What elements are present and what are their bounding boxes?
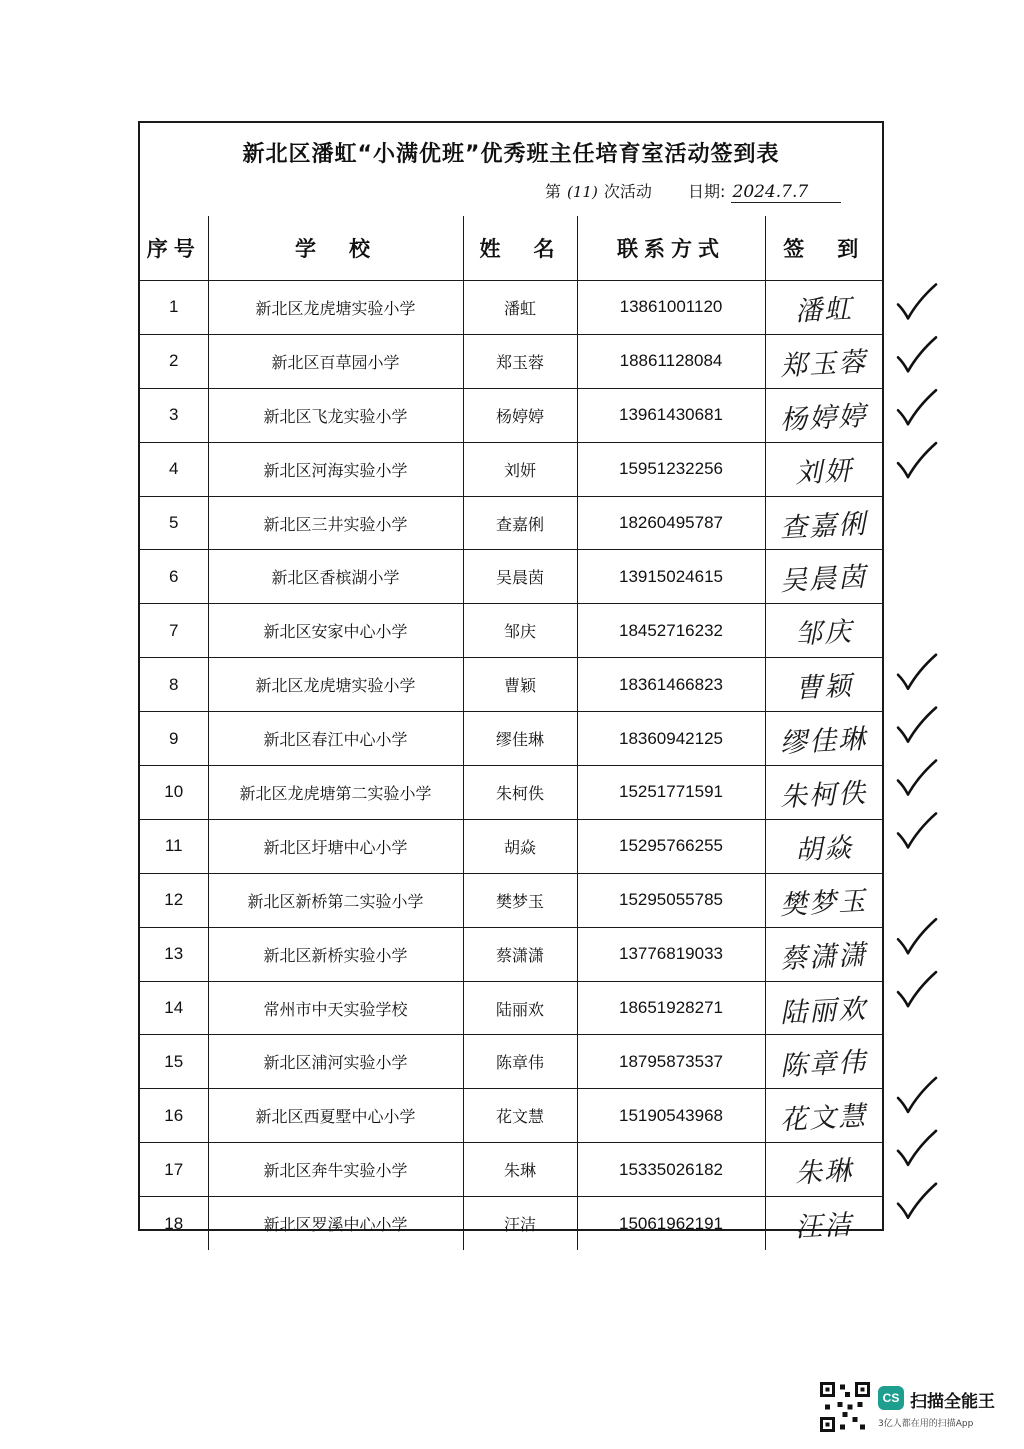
session-prefix: 第: [545, 182, 562, 201]
name-cell: 缪佳琳: [463, 712, 577, 766]
signature-cell: [765, 981, 882, 1035]
phone-cell: 13961430681: [577, 388, 765, 442]
school-cell: 新北区龙虎塘实验小学: [208, 281, 463, 335]
name-cell: 陆丽欢: [463, 981, 577, 1035]
check-mark-icon: [898, 655, 936, 689]
check-mark-icon: [898, 1131, 936, 1165]
name-cell: 花文慧: [463, 1089, 577, 1143]
phone-cell: 18361466823: [577, 658, 765, 712]
signature-cell: [765, 766, 882, 820]
handwritten-signature: 吴晨茵: [779, 562, 869, 598]
phone-cell: 15335026182: [577, 1143, 765, 1197]
signature-cell: [765, 1143, 882, 1197]
school-cell: 新北区河海实验小学: [208, 442, 463, 496]
signature-cell: [765, 1197, 882, 1250]
cs-logo: CS: [878, 1386, 904, 1410]
school-cell: 新北区浦河实验小学: [208, 1035, 463, 1089]
table-row: [140, 604, 882, 658]
phone-cell: 15951232256: [577, 442, 765, 496]
name-cell: 樊梦玉: [463, 873, 577, 927]
row-number: 4: [140, 442, 208, 496]
table-header-row: [140, 216, 882, 281]
handwritten-signature: 刘妍: [794, 455, 854, 490]
school-cell: 新北区龙虎塘实验小学: [208, 658, 463, 712]
document-title: 新北区潘虹“小满优班”优秀班主任培育室活动签到表: [242, 142, 780, 167]
header-signature: 签 到: [765, 216, 882, 281]
table-row: [140, 1089, 882, 1143]
row-number: 3: [140, 388, 208, 442]
school-cell: 新北区龙虎塘第二实验小学: [208, 766, 463, 820]
school-cell: 新北区安家中心小学: [208, 604, 463, 658]
attendance-table: [140, 216, 882, 1250]
signature-cell: [765, 604, 882, 658]
signature-cell: [765, 658, 882, 712]
school-cell: 新北区圩塘中心小学: [208, 819, 463, 873]
date-label: 日期:: [688, 182, 726, 201]
school-cell: 新北区新桥实验小学: [208, 927, 463, 981]
phone-cell: 18795873537: [577, 1035, 765, 1089]
name-cell: 蔡潇潇: [463, 927, 577, 981]
date-line: [688, 179, 841, 203]
check-mark-column: [884, 0, 954, 1449]
table-row: [140, 334, 882, 388]
row-number: 12: [140, 873, 208, 927]
phone-cell: 15190543968: [577, 1089, 765, 1143]
name-cell: 汪洁: [463, 1197, 577, 1250]
sign-in-sheet: [138, 121, 884, 1244]
check-mark-icon: [898, 761, 936, 795]
phone-cell: 18651928271: [577, 981, 765, 1035]
signature-cell: [765, 496, 882, 550]
check-mark-icon: [898, 390, 936, 424]
row-number: 17: [140, 1143, 208, 1197]
row-number: 6: [140, 550, 208, 604]
signature-cell: [765, 1035, 882, 1089]
date-value: 2024.7.7: [731, 182, 841, 203]
check-mark-icon: [898, 284, 936, 318]
handwritten-signature: 陈章伟: [779, 1047, 869, 1083]
watermark-tagline: 3亿人都在用的扫描App: [878, 1419, 974, 1429]
table-row: [140, 927, 882, 981]
signature-cell: [765, 712, 882, 766]
row-number: 2: [140, 334, 208, 388]
name-cell: 曹颖: [463, 658, 577, 712]
signature-cell: [765, 873, 882, 927]
handwritten-signature: 潘虹: [794, 293, 854, 328]
handwritten-signature: 查嘉俐: [779, 508, 869, 544]
phone-cell: 18452716232: [577, 604, 765, 658]
check-mark-icon: [898, 443, 936, 477]
name-cell: 吴晨茵: [463, 550, 577, 604]
signature-cell: [765, 334, 882, 388]
row-number: 15: [140, 1035, 208, 1089]
handwritten-signature: 缪佳琳: [779, 723, 869, 760]
phone-cell: 13776819033: [577, 927, 765, 981]
row-number: 7: [140, 604, 208, 658]
handwritten-signature: 陆丽欢: [779, 993, 869, 1029]
session-suffix: 次活动: [603, 182, 652, 201]
table-row: [140, 442, 882, 496]
handwritten-signature: 汪洁: [794, 1209, 854, 1244]
watermark-name: 扫描全能王: [910, 1392, 995, 1412]
name-cell: 朱琳: [463, 1143, 577, 1197]
check-mark-icon: [898, 972, 936, 1006]
handwritten-signature: 朱柯佚: [779, 777, 869, 814]
handwritten-signature: 曹颖: [794, 670, 854, 705]
table-row: [140, 281, 882, 335]
handwritten-signature: 邹庆: [794, 616, 854, 651]
signature-cell: [765, 281, 882, 335]
table-row: [140, 388, 882, 442]
school-cell: 新北区西夏墅中心小学: [208, 1089, 463, 1143]
table-row: [140, 1197, 882, 1250]
table-row: [140, 819, 882, 873]
school-cell: 新北区百草园小学: [208, 334, 463, 388]
scanner-watermark: [878, 1386, 998, 1434]
signature-cell: [765, 1089, 882, 1143]
school-cell: 常州市中天实验学校: [208, 981, 463, 1035]
check-mark-icon: [898, 1184, 936, 1218]
signature-cell: [765, 819, 882, 873]
signature-cell: [765, 388, 882, 442]
handwritten-signature: 胡焱: [794, 832, 854, 867]
header-name: 姓 名: [463, 216, 577, 281]
row-number: 13: [140, 927, 208, 981]
signature-cell: [765, 442, 882, 496]
phone-cell: 15295766255: [577, 819, 765, 873]
header-number: 序号: [140, 216, 208, 281]
handwritten-signature: 花文慧: [779, 1101, 869, 1137]
phone-cell: 18360942125: [577, 712, 765, 766]
handwritten-signature: 蔡潇潇: [779, 939, 869, 975]
phone-cell: 15251771591: [577, 766, 765, 820]
phone-cell: 15295055785: [577, 873, 765, 927]
row-number: 11: [140, 819, 208, 873]
row-number: 1: [140, 281, 208, 335]
check-mark-icon: [898, 708, 936, 742]
signature-cell: [765, 927, 882, 981]
table-row: [140, 550, 882, 604]
check-mark-icon: [898, 919, 936, 953]
check-mark-icon: [898, 813, 936, 847]
row-number: 10: [140, 766, 208, 820]
table-row: [140, 981, 882, 1035]
school-cell: 新北区春江中心小学: [208, 712, 463, 766]
name-cell: 朱柯佚: [463, 766, 577, 820]
table-row: [140, 712, 882, 766]
row-number: 8: [140, 658, 208, 712]
table-row: [140, 496, 882, 550]
table-row: [140, 1143, 882, 1197]
check-mark-icon: [898, 337, 936, 371]
name-cell: 杨婷婷: [463, 388, 577, 442]
session-line: [545, 179, 652, 202]
school-cell: 新北区罗溪中心小学: [208, 1197, 463, 1250]
name-cell: 刘妍: [463, 442, 577, 496]
row-number: 18: [140, 1197, 208, 1250]
phone-cell: 13861001120: [577, 281, 765, 335]
name-cell: 邹庆: [463, 604, 577, 658]
phone-cell: 15061962191: [577, 1197, 765, 1250]
school-cell: 新北区飞龙实验小学: [208, 388, 463, 442]
table-body: [140, 281, 882, 1251]
name-cell: 胡焱: [463, 819, 577, 873]
table-row: [140, 873, 882, 927]
row-number: 16: [140, 1089, 208, 1143]
phone-cell: 18260495787: [577, 496, 765, 550]
school-cell: 新北区新桥第二实验小学: [208, 873, 463, 927]
check-mark-icon: [898, 1078, 936, 1112]
handwritten-signature: 杨婷婷: [779, 400, 869, 436]
table-row: [140, 658, 882, 712]
signature-cell: [765, 550, 882, 604]
handwritten-signature: 樊梦玉: [779, 885, 869, 921]
name-cell: 郑玉蓉: [463, 334, 577, 388]
row-number: 14: [140, 981, 208, 1035]
session-number: (11): [567, 183, 598, 201]
school-cell: 新北区香槟湖小学: [208, 550, 463, 604]
header-contact: 联系方式: [577, 216, 765, 281]
handwritten-signature: 郑玉蓉: [779, 346, 869, 383]
phone-cell: 13915024615: [577, 550, 765, 604]
name-cell: 潘虹: [463, 281, 577, 335]
qr-code-icon: [820, 1382, 870, 1432]
name-cell: 陈章伟: [463, 1035, 577, 1089]
table-row: [140, 766, 882, 820]
handwritten-signature: 朱琳: [794, 1155, 854, 1190]
header-school: 学 校: [208, 216, 463, 281]
name-cell: 查嘉俐: [463, 496, 577, 550]
table-row: [140, 1035, 882, 1089]
row-number: 9: [140, 712, 208, 766]
school-cell: 新北区奔牛实验小学: [208, 1143, 463, 1197]
school-cell: 新北区三井实验小学: [208, 496, 463, 550]
phone-cell: 18861128084: [577, 334, 765, 388]
row-number: 5: [140, 496, 208, 550]
